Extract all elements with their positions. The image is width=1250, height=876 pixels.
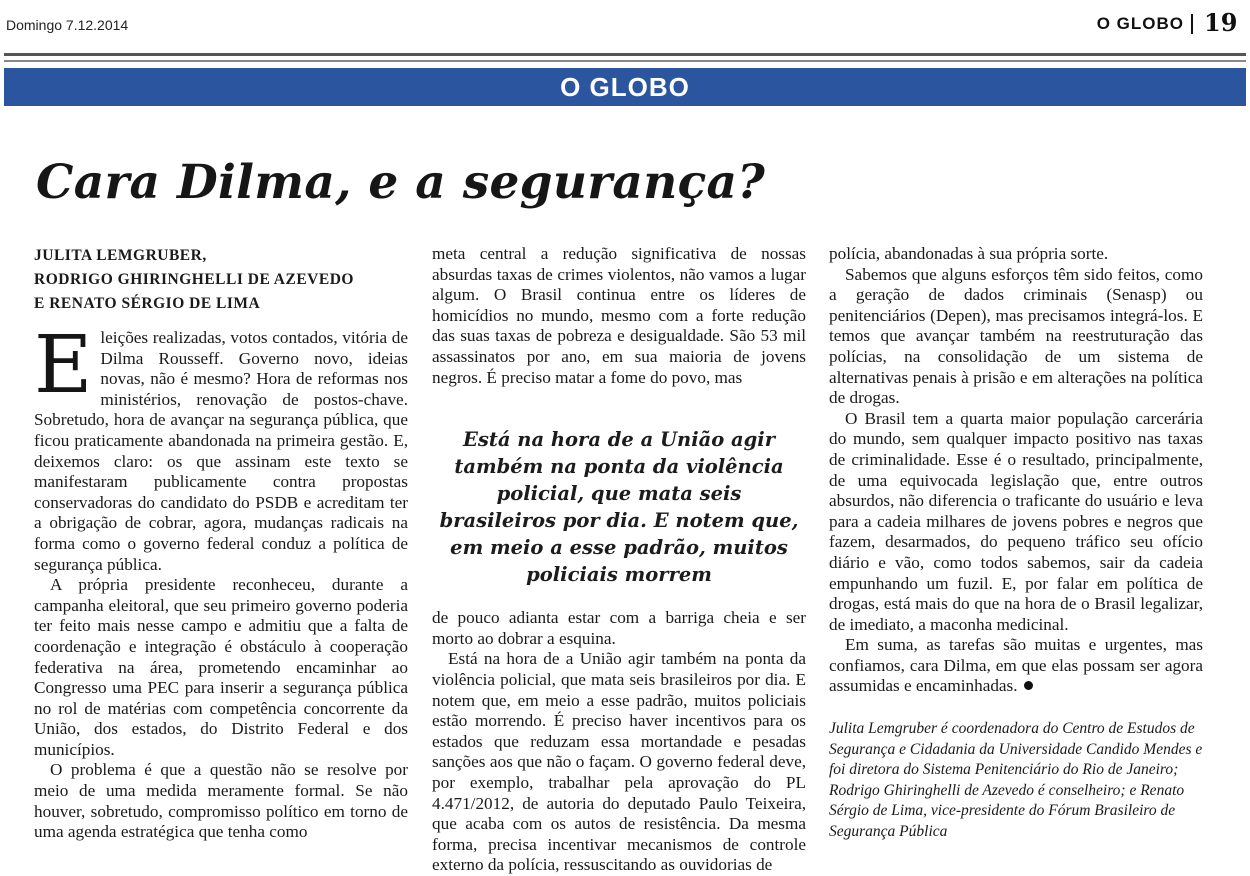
pull-quote: Está na hora de a União agir também na ponta da violência policial, que mata seis brasileiros por dia. E notem que, em meio a esse padrão, muitos policiais morrem: [439, 428, 799, 587]
paragraph-text: leições realizadas, votos contados, vitória de Dilma Rousseff. Governo novo, ideias novas, não é mesmo? Hora de reformas nos ministérios, renovação de postos-chave. Sobretudo, hora de avançar na segurança pública, que ficou praticamente abandonada na primeira gestão. E, deixemos claro: os que assinam este texto se manifestaram publicamente contra propostas conservadoras do candidato do PSDB e acreditam ter a obrigação de cobrar, agora, mudanças radicais na forma como o governo federal conduz a política de segurança pública.: [34, 328, 408, 574]
band-title: O GLOBO: [560, 71, 690, 102]
section-band: [4, 68, 1246, 106]
paragraph: Sabemos que alguns esforços têm sido feitos, como a geração de dados criminais (Senasp) ou penitenciários (Depen), mas precisamos integrá-los. E temos que avançar também na reestruturação das polícias, na consolidação de um sistema de alternativas penais à prisão e em alterações na política de drogas.: [829, 264, 1203, 408]
paragraph-text: Em suma, as tarefas são muitas e urgentes, mas confiamos, cara Dilma, em que elas possam ser agora assumidas e encaminhadas.: [829, 635, 1203, 696]
paragraph: meta central a redução significativa de nossas absurdas taxas de crimes violentos, não vamos a lugar algum. O Brasil continua entre os líderes de homicídios no mundo, mesmo com a forte redução das suas taxas de pobreza e desigualdade. São 53 mil assassinatos por ano, em sua maioria de jovens negros. É preciso matar a fome do povo, mas: [432, 244, 806, 387]
paragraph: [829, 635, 1203, 697]
author-2: RODRIGO GHIRINGHELLI DE AZEVEDO: [34, 271, 354, 288]
issue-date: Domingo 7.12.2014: [6, 17, 129, 33]
paragraph: O Brasil tem a quarta maior população carcerária do mundo, sem qualquer impacto positivo nas taxas de criminalidade. Esse é o resultado, principalmente, de uma equivocada legislação que, entre outros absurdos, não diferencia o traficante do usuário e leva para a cadeia milhares de jovens pobres e negros que fazem, desarmados, do pequeno tráfico seu ofício diário e vão, como todos sabemos, sair da cadeia empunhando um fuzil. E, por falar em política de drogas, está mais do que na hora de o Brasil legalizar, de imediato, a maconha medicinal.: [829, 408, 1203, 634]
author-3: E RENATO SÉRGIO DE LIMA: [34, 295, 261, 312]
article-headline: Cara Dilma, e a segurança?: [36, 155, 766, 210]
end-mark-icon: [1024, 681, 1033, 690]
header-divider: [1191, 14, 1193, 34]
header-brand: O GLOBO: [1096, 14, 1184, 33]
paragraph: [34, 318, 408, 575]
drop-cap: E: [34, 318, 93, 411]
top-rule-thin: [4, 60, 1246, 62]
page-header: [0, 0, 1250, 40]
author-bio: Julita Lemgruber é coordenadora do Centro de Estudos de Segurança e Cidadania da Universidade Candido Mendes e foi diretora do Sistema Penitenciário do Rio de Janeiro; Rodrigo Ghiringhelli de Azevedo é conselheiro; e Renato Sérgio de Lima, vice-presidente do Fórum Brasileiro de Segurança Pública: [829, 720, 1203, 841]
paragraph: polícia, abandonadas à sua própria sorte.: [829, 244, 1109, 263]
paragraph: Está na hora de a União agir também na ponta da violência policial, que mata seis brasileiros por dia. E notem que, em meio a esse padrão, muitos policiais estão morrendo. É preciso haver incentivos para os estados que reduzam essa mortandade e pesadas sanções aos que não o façam. O governo federal deve, por exemplo, trabalhar pela aprovação do PL 4.471/2012, de autoria do deputado Paulo Teixeira, que acaba com os autos de resistência. Da mesma forma, precisa incentivar mecanismos de controle externo da polícia, ressuscitando as ouvidorias de: [432, 649, 806, 875]
column-2: [432, 244, 806, 876]
column-1: [34, 244, 408, 843]
paragraph: A própria presidente reconheceu, durante a campanha eleitoral, que seu primeiro governo poderia ter feito mais nesse campo e admitiu que a falta de coordenação e integração é obstáculo à cooperação federativa na área, prometendo encaminhar ao Congresso uma PEC para inserir a segurança pública no rol de matérias com competência concorrente da União, dos estados, do Distrito Federal e dos municípios.: [34, 575, 408, 759]
top-rule: [4, 53, 1246, 56]
byline: [34, 244, 408, 316]
column-3: [829, 244, 1203, 843]
author-1: JULITA LEMGRUBER,: [34, 247, 207, 264]
page-number: 19: [1204, 8, 1238, 37]
paragraph: de pouco adianta estar com a barriga cheia e ser morto ao dobrar a esquina.: [432, 608, 806, 648]
paragraph: O problema é que a questão não se resolve por meio de uma medida meramente formal. Se não houver, sobretudo, compromisso político em torno de uma agenda estratégica que tenha como: [34, 760, 408, 842]
